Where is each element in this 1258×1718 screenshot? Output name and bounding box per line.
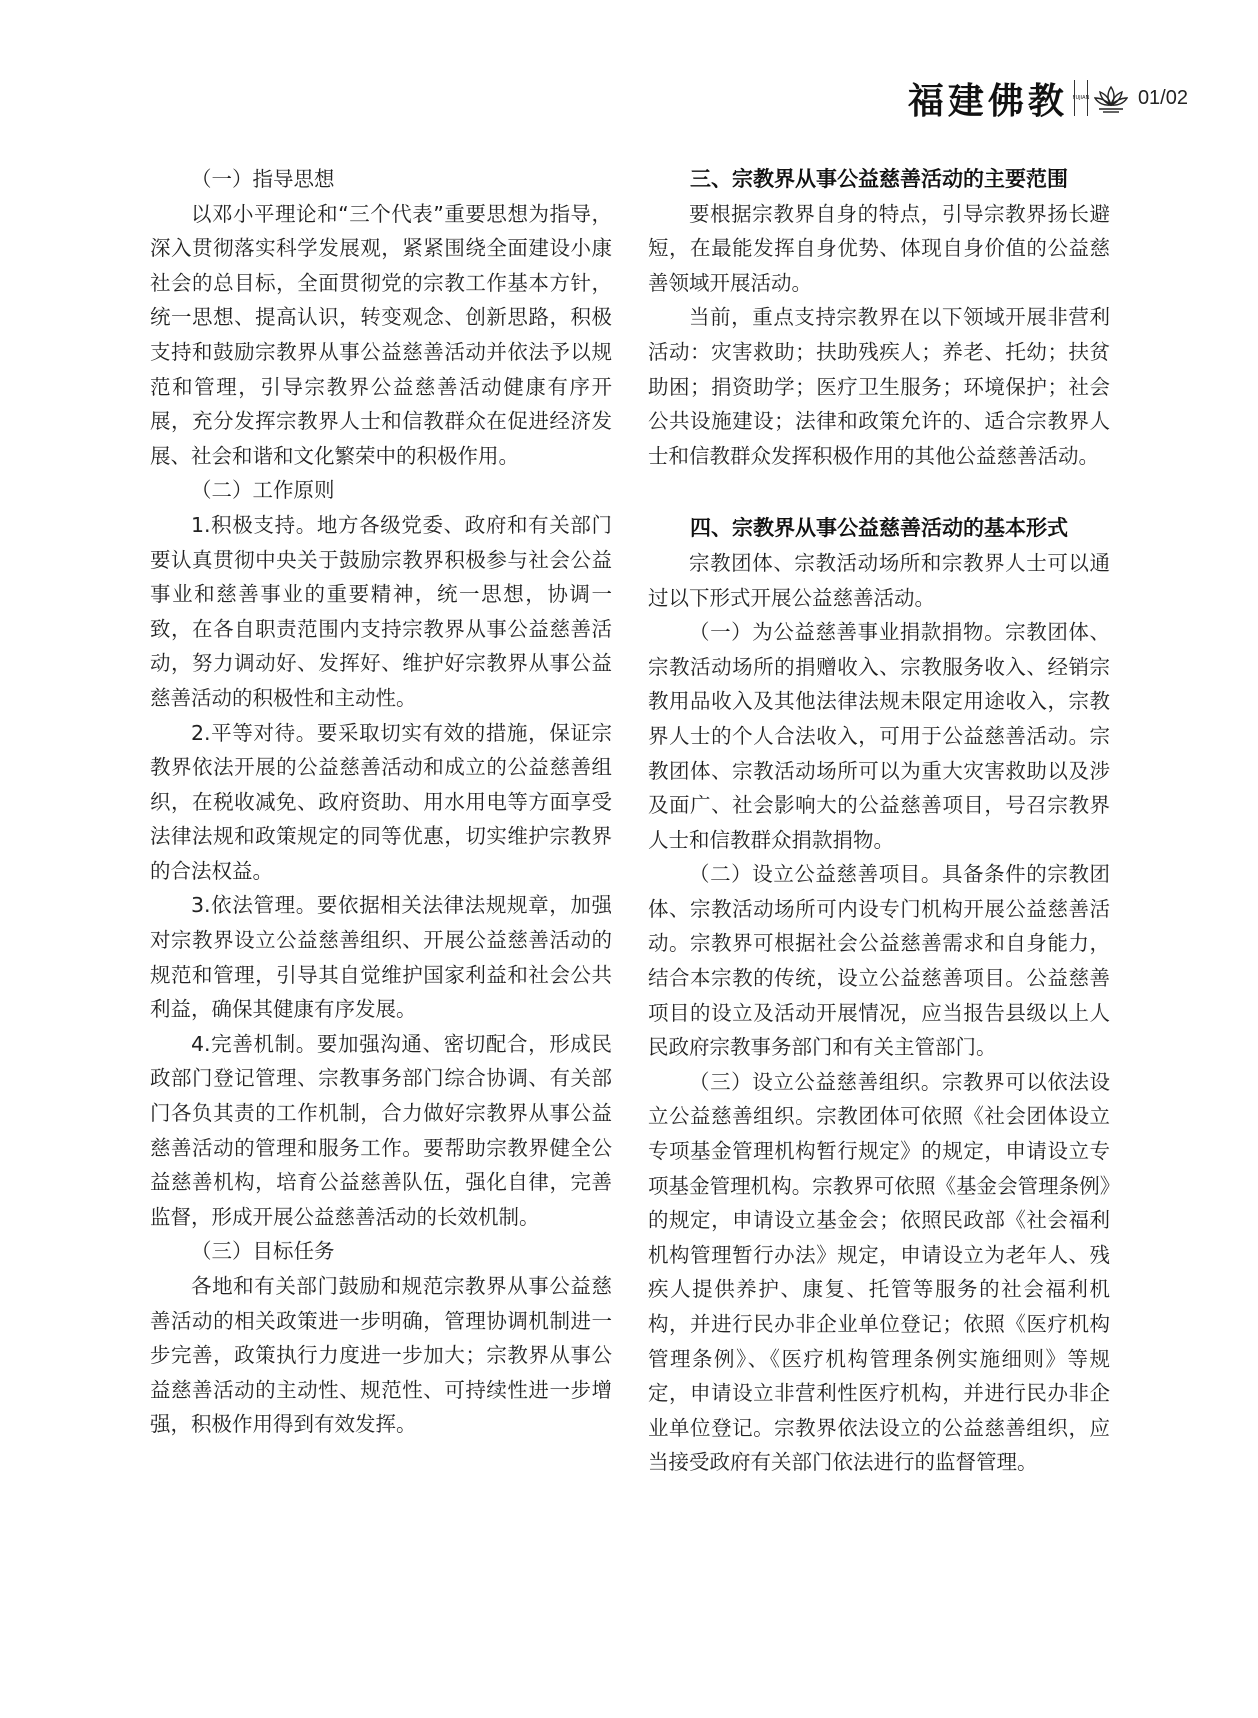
paragraph: 2.平等对待。要采取切实有效的措施，保证宗教界依法开展的公益慈善活动和成立的公益慈善组织，在税收减免、政府资助、用水用电等方面享受法律法规和政策规定的同等优惠，切实维护宗教界的合法权益。 (150, 720, 612, 883)
logo-sep-text: FUJIAN (1072, 94, 1090, 101)
section-heading-3: 三、宗教界从事公益慈善活动的主要范围 (690, 167, 1068, 191)
subheading-goals: （三）目标任务 (191, 1239, 335, 1264)
paragraph: 要根据宗教界自身的特点，引导宗教界扬长避短，在最能发挥自身优势、体现自身价值的公益慈善领域开展活动。 (648, 201, 1110, 295)
paragraph: 各地和有关部门鼓励和规范宗教界从事公益慈善活动的相关政策进一步明确，管理协调机制进一步完善，政策执行力度进一步加大；宗教界从事公益慈善活动的主动性、规范性、可持续性进一步增强，积极作用得到有效发挥。 (150, 1274, 612, 1437)
left-column (150, 162, 612, 1442)
paragraph: 以邓小平理论和“三个代表”重要思想为指导，深入贯彻落实科学发展观，紧紧围绕全面建设小康社会的总目标，全面贯彻党的宗教工作基本方针，统一思想、提高认识，转变观念、创新思路，积极支持和鼓励宗教界从事公益慈善活动并依法予以规范和管理，引导宗教界公益慈善活动健康有序开展，充分发挥宗教界人士和信教群众在促进经济发展、社会和谐和文化繁荣中的积极作用。 (150, 201, 612, 468)
paragraph: （二）设立公益慈善项目。具备条件的宗教团体、宗教活动场所可内设专门机构开展公益慈善活动。宗教界可根据社会公益慈善需求和自身能力，结合本宗教的传统，设立公益慈善项目。公益慈善项目的设立及活动开展情况，应当报告县级以上人民政府宗教事务部门和有关主管部门。 (648, 862, 1110, 1060)
paragraph: （三）设立公益慈善组织。宗教界可以依法设立公益慈善组织。宗教团体可依照《社会团体设立专项基金管理机构暂行规定》的规定，申请设立专项基金管理机构。宗教界可依照《基金会管理条例》的规定，申请设立基金会；依照民政部《社会福利机构管理暂行办法》规定，申请设立为老年人、残疾人提供养护、康复、托管等服务的社会福利机构，并进行民办非企业单位登记；依照《医疗机构管理条例》、《医疗机构管理条例实施细则》等规定，申请设立非营利性医疗机构，并进行民办非企业单位登记。宗教界依法设立的公益慈善组织，应当接受政府有关部门依法进行的监督管理。 (648, 1069, 1110, 1475)
right-column (648, 162, 1110, 1480)
page-header (908, 76, 1188, 120)
subheading-work-principles: （二）工作原则 (191, 478, 335, 503)
paragraph: （一）为公益慈善事业捐款捐物。宗教团体、宗教活动场所的捐赠收入、宗教服务收入、经销宗教用品收入及其他法律法规未限定用途收入，宗教界人士的个人合法收入，可用于公益慈善活动。宗教团体、宗教活动场所可以为重大灾害救助以及涉及面广、社会影响大的公益慈善项目，号召宗教界人士和信教群众捐款捐物。 (648, 620, 1110, 852)
paragraph: 4.完善机制。要加强沟通、密切配合，形成民政部门登记管理、宗教事务部门综合协调、有关部门各负其责的工作机制，合力做好宗教界从事公益慈善活动的管理和服务工作。要帮助宗教界健全公益慈善机构，培育公益慈善队伍，强化自律，完善监督，形成开展公益慈善活动的长效机制。 (150, 1031, 612, 1229)
paragraph: 当前，重点支持宗教界在以下领域开展非营利活动：灾害救助；扶助残疾人；养老、托幼；扶贫助困；捐资助学；医疗卫生服务；环境保护；社会公共设施建设；法律和政策允许的、适合宗教界人士和信教群众发挥积极作用的其他公益慈善活动。 (648, 305, 1110, 468)
logo-separator (1074, 80, 1088, 116)
subheading-guiding-thought: （一）指导思想 (191, 167, 335, 191)
paragraph: 3.依法管理。要依据相关法律法规规章，加强对宗教界设立公益慈善组织、开展公益慈善活动的规范和管理，引导其自觉维护国家利益和社会公共利益，确保其健康有序发展。 (150, 893, 612, 1022)
lotus-icon (1094, 83, 1128, 113)
section-gap (648, 473, 1110, 511)
paragraph: 1.积极支持。地方各级党委、政府和有关部门要认真贯彻中央关于鼓励宗教界积极参与社会公益事业和慈善事业的重要精神，统一思想，协调一致，在各自职责范围内支持宗教界从事公益慈善活动，努力调动好、发挥好、维护好宗教界从事公益慈善活动的积极性和主动性。 (150, 512, 612, 710)
page-number: 01/02 (1137, 86, 1188, 109)
paragraph: 宗教团体、宗教活动场所和宗教界人士可以通过以下形式开展公益慈善活动。 (648, 550, 1110, 610)
magazine-logo: 福建佛教 (907, 79, 1068, 122)
section-heading-4: 四、宗教界从事公益慈善活动的基本形式 (690, 516, 1068, 541)
